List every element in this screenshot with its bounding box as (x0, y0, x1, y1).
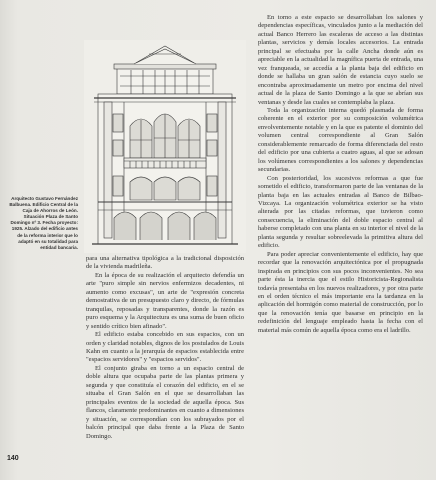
paragraph: En torno a este espacio se desarrollaban los salones y dependencias específicas, vinculados junto a la mediación del actual Banco Herrero las escaleras de acceso a las distintas plantas, servicios y demás locales accesorios. La entrada principal se efectuaba por la calle Ancha donde aún es apreciable en la actualidad la magnífica puerta de entrada, una vez franqueada, se accedía a la planta baja del edificio en donde se hallaba un gran salón de estancia cuyo suelo se encontraba aproximadamente un metro por encima del nivel actual de la plaza de Santo Domingo a la que se abrían sus ventanas y desde las cuales se contemplaba la plaza. (258, 14, 423, 106)
paragraph: En la época de su realización el arquitecto defendía un arte "puro simple sin nervios enfermizos decadentes, ni aumento como excusas", un arte de "expresión concreta demostrativa de un presupuesto claro y directo, de fórmulas tranquilas, reposadas y transparentes, donde la razón es puro esquema y la Arquitectura es una suma de buen oficio y sentido crítico bien afinado". (86, 271, 244, 330)
text-column-left (86, 255, 244, 441)
text-column-right (258, 14, 423, 335)
page-number: 140 (7, 455, 19, 462)
paragraph: El conjunto giraba en torno a un espacio central de doble altura que ocupaba parte de las plantas primera y segunda y que constituía el corazón del edificio, en el se situaba el Gran Salón en el que se desarrollaban las principales eventos de la sociedad de aquella época. Sus flancos, claramente predominantes en cuanto a dimensiones y situación, se correspondían con los subrayados por el balcón principal que daba frente a la Plaza de Santo Domingo. (86, 364, 244, 440)
paragraph: Toda la organización interna quedó plasmada de forma coherente en el exterior por su composición volumétrica envolventemente notable y en la que es patente el dominio del volumen central correspondiente al Gran Salón considerablemente remarcado de forma diferenciada del resto del edificio por una cubierta a cuatro aguas, al que se adosan los volúmenes correspondientes a los salones y dependencias secundarias. (258, 106, 423, 174)
paragraph: Con posterioridad, los sucesivos reformas a que fue sometido el edificio, transformaron parte de las ventanas de la planta baja en las actuales entradas al Banco de Bilbao-Vizcaya. La organización volumétrica exterior se ha visto alterada por las citadas reformas, que tuvieron como consecuencia, la eliminación del doble espacio central al haberse completado con una planta en su interior el nivel de la planta segunda y resultar sobreelevada la primitiva altura del edificio. (258, 174, 423, 250)
paragraph: El edificio estaba concebido en sus espacios, con un orden y claridad notables, dignos de los postulados de Louis Kahn en cuanto a la jerarquía de espacios establecida entre "espacios servidores" y "espacios servidos". (86, 331, 244, 364)
elevation-illustration (84, 40, 246, 253)
paragraph: Para poder apreciar convenientemente el edificio, hay que recordar que la renovación arquitectónica por el propugnada inspirada en principios con sus pocos inconvenientes. No sea parte ésta la inercia que el estilo Historicista-Regionalista todavía presentaba en los nuevos realizadores, y por otra parte en el orden técnico el más importante era la tardanza en la aplicación del hormigón como material de construcción, por lo que la renovación tenía que basarse en principio en la redefinición del lenguaje empleado hasta la fecha con el material más común de aquella época como era el ladrillo. (258, 250, 423, 334)
paragraph: para una alternativa tipológica a la tradicional disposición de la vivienda madrileña. (86, 255, 244, 271)
figure-caption: Arquitecto Gustavo Fernández Balbuena. Edificio Central de la Caja de Ahorros de León. Situación Plaza de Santo Domingo nº 3. Fecha proyecto: 1925. Alzado del edificio antes de la reforma interior que lo adaptó en su totalidad para entidad bancaria. (9, 196, 78, 250)
building-elevation-drawing (84, 40, 246, 253)
